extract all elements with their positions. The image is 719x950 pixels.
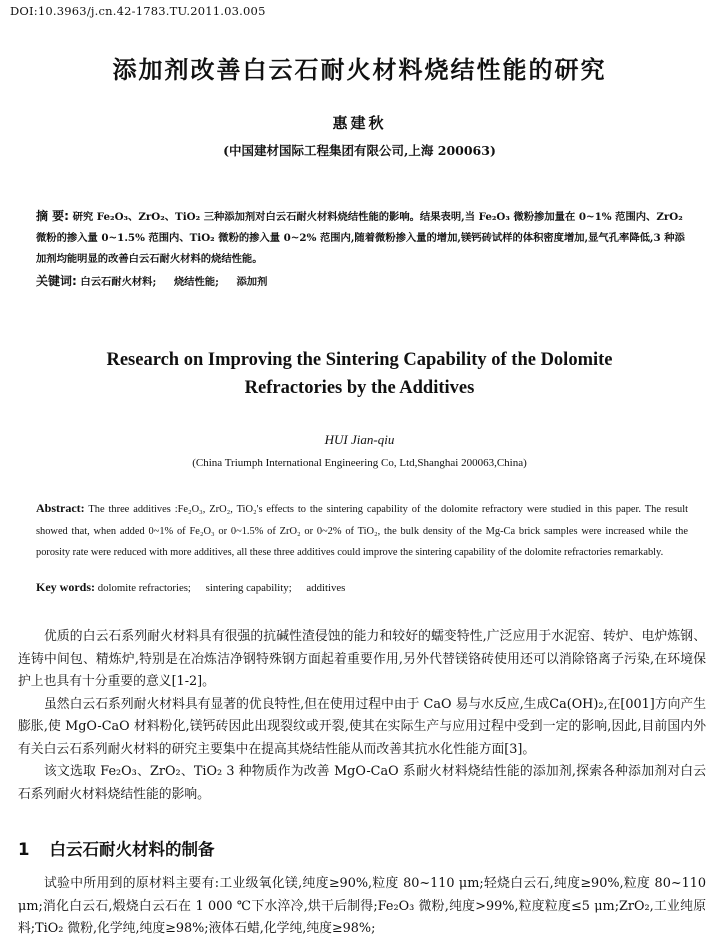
affiliation-en: (China Triumph International Engineering Co, Ltd,Shanghai 200063,China): [192, 457, 527, 469]
author-en: HUI Jian-qiu: [324, 432, 395, 447]
body-text: [18, 626, 706, 806]
section-body: [18, 873, 706, 941]
body-paragraph: 该文选取 Fe₂O₃、ZrO₂、TiO₂ 3 种物质作为改善 MgO-CaO 系耐火材料烧结性能的添加剂,探索各种添加剂对白云石系列耐火材料烧结性能的影响。: [18, 764, 706, 802]
abstract-zh-text: 研究 Fe₂O₃、ZrO₂、TiO₂ 三种添加剂对白云石耐火材料烧结性能的影响。结果表明,当 Fe₂O₃ 微粉掺加量在 0~1% 范围内、ZrO₂ 微粉的掺入量 0~1.5% 范围内、TiO₂ 微粉的掺入量 0~2% 范围内,随着微粉掺入量的增加,镁钙砖试样的体积密度增加,显气孔率降低,3 种添加剂均能明显的改善白云石耐火材料的烧结性能。: [36, 211, 685, 265]
paper-title-zh: 添加剂改善白云石耐火材料烧结性能的研究: [112, 56, 607, 84]
keyword-en-item: sintering capability;: [205, 582, 292, 594]
body-paragraph: 优质的白云石系列耐火材料具有很强的抗碱性渣侵蚀的能力和较好的蠕变特性,广泛应用于水泥窑、转炉、电炉炼钢、连铸中间包、精炼炉,特别是在冶炼洁净钢特殊钢方面起着重要作用,另外代替镁铬砖使用还可以消除铬离子污染,在环境保护上也具有十分重要的意义[1-2]。: [18, 629, 706, 689]
section-heading: [18, 836, 214, 860]
keywords-zh: [36, 272, 688, 289]
keywords-zh-label: 关键词:: [36, 274, 77, 288]
keyword-en-item: additives: [306, 582, 346, 594]
paper-title-en-line1: Research on Improving the Sintering Capability of the Dolomite: [106, 350, 613, 370]
body-paragraph: 试验中所用到的原材料主要有:工业级氧化镁,纯度≥90%,粒度 80~110 μm;轻烧白云石,纯度≥90%,粒度 80~110 μm;消化白云石,煅烧白云石在 1 000 ℃下水淬冷,烘干后制得;Fe₂O₃ 微粉,纯度>99%,粒度粒度≤5 μm;ZrO₂,工业纯原料;TiO₂ 微粉,化学纯,纯度≥98%;液体石蜡,化学纯,纯度≥98%;: [18, 876, 706, 936]
keywords-en: [36, 580, 688, 595]
section-number: 1: [18, 840, 30, 859]
keyword-zh-item: 添加剂: [236, 276, 268, 288]
abstract-en-label: Abstract:: [36, 501, 85, 515]
author-zh: 惠建秋: [332, 114, 387, 132]
abstract-en-text: The three additives :Fe₂O₃, ZrO₂, TiO₂'s effects to the sintering capability of the dolomite refractory were studied in this paper. The result showed that, when added 0~1% of Fe₂O₃ or 0~1.5% of ZrO₂ or 0~2% of TiO₂, the bulk density of the Mg-Ca brick samples were increased while the porosity rate were reduced with more additives, all these three additives could improve the sintering capability of the dolomite refractories remarkably.: [36, 504, 688, 558]
affiliation-zh: (中国建材国际工程集团有限公司,上海 200063): [223, 143, 496, 158]
abstract-en: [36, 498, 688, 564]
abstract-zh: [36, 206, 688, 270]
paper-title-en-line2: Refractories by the Additives: [244, 378, 475, 398]
keyword-zh-item: 烧结性能;: [173, 276, 219, 288]
abstract-zh-label: 摘 要:: [36, 209, 69, 223]
body-paragraph: 虽然白云石系列耐火材料具有显著的优良特性,但在使用过程中由于 CaO 易与水反应,生成Ca(OH)₂,在[001]方向产生膨胀,使 MgO-CaO 材料粉化,镁钙砖因此出现裂纹或开裂,使其在实际生产与应用过程中受到一定的影响,因此,目前国内外有关白云石系列耐火材料的研究主要集中在提高其烧结性能从而改善其抗水化性能方面[3]。: [18, 696, 706, 757]
section-title: 白云石耐火材料的制备: [49, 840, 215, 859]
paper-title-en: [0, 346, 719, 402]
doi: DOI:10.3963/j.cn.42-1783.TU.2011.03.005: [10, 4, 266, 18]
keywords-en-label: Key words:: [36, 580, 95, 594]
keyword-zh-item: 白云石耐火材料;: [80, 276, 157, 288]
keyword-en-item: dolomite refractories;: [97, 582, 191, 594]
